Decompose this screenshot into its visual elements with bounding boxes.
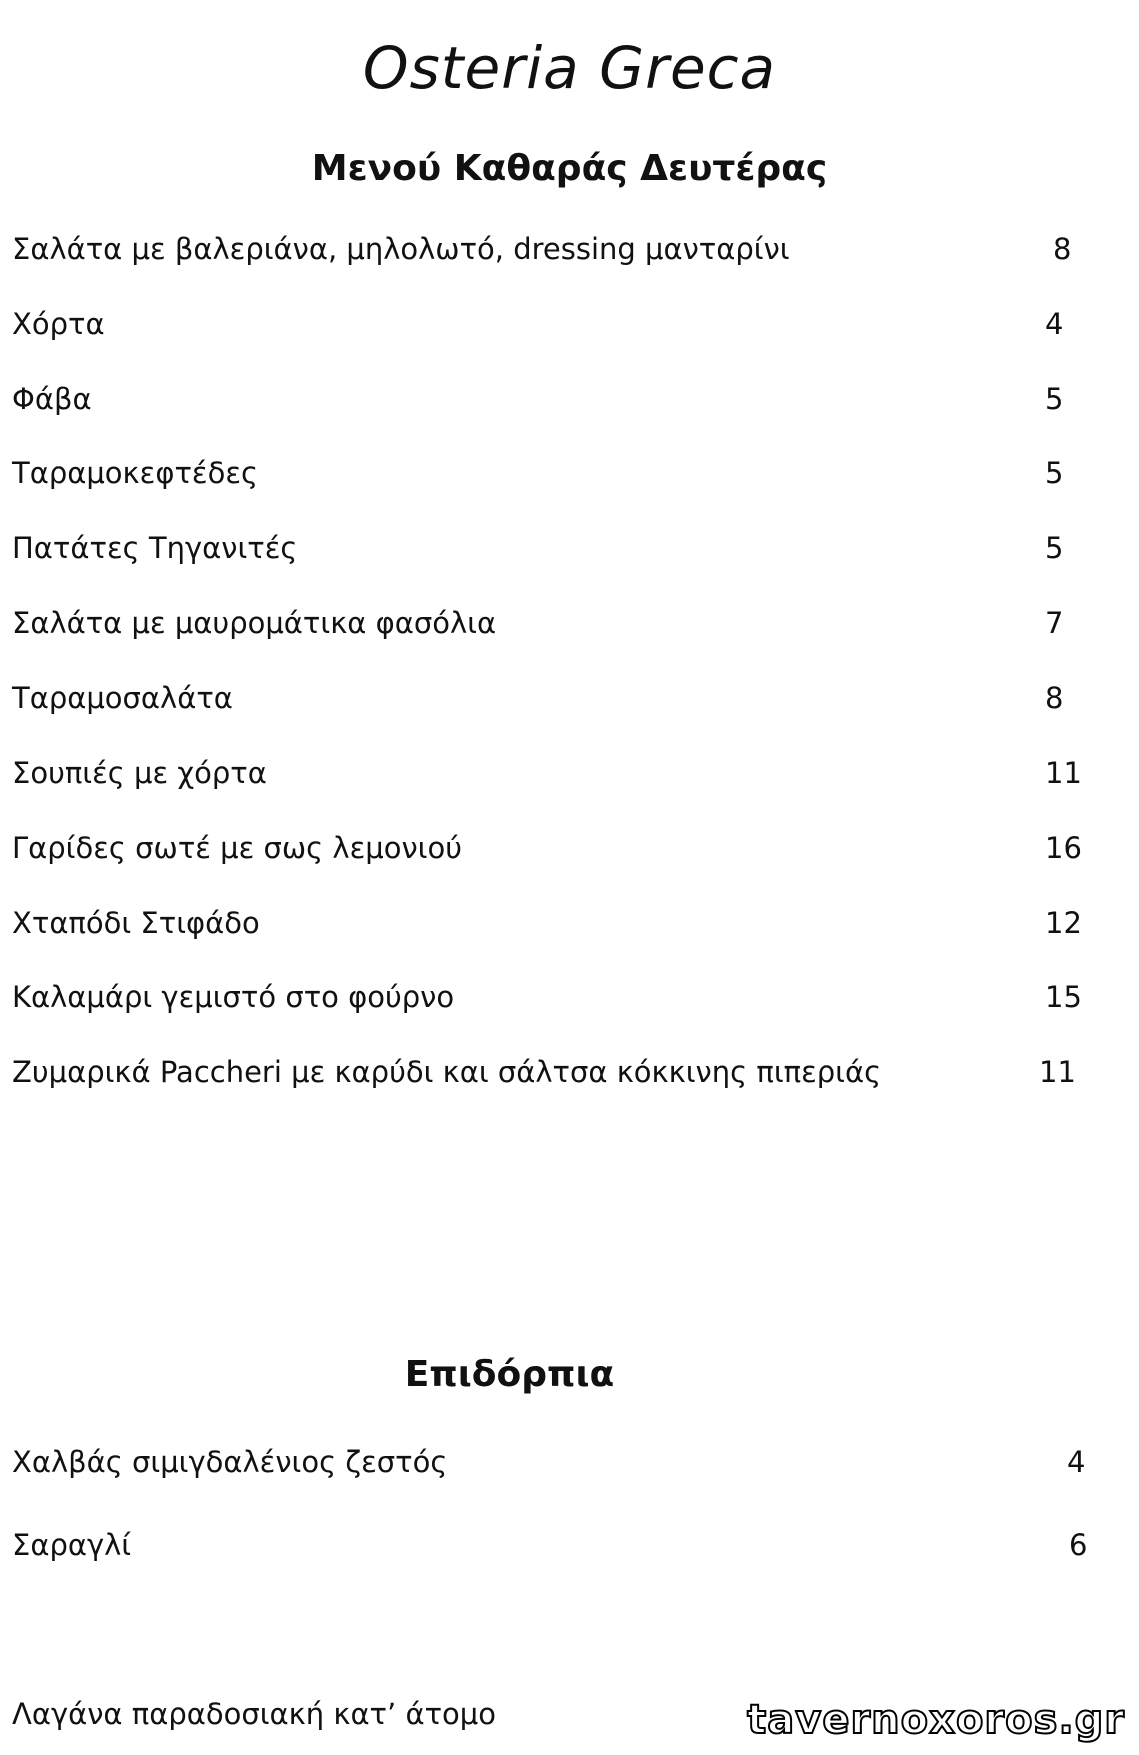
desserts-title: Επιδόρπια [404, 1354, 615, 1395]
menu-item-name: Ζυμαρικά Paccheri με καρύδι και σάλτσα κόκκινης πιπεριάς [12, 1055, 882, 1089]
extra-item-name: Λαγάνα παραδοσιακή κατ’ άτομο [12, 1697, 496, 1731]
menu-item-name: Σουπιές με χόρτα [12, 756, 267, 790]
menu-item-price: 11 [1039, 1055, 1076, 1089]
menu-item [12, 382, 1122, 422]
menu-item-price: 5 [1045, 382, 1064, 416]
watermark-text: tavernoxoros.gr [747, 1697, 1125, 1743]
menu-item [12, 906, 1122, 946]
main-menu-title: Μενού Καθαράς Δευτέρας [311, 148, 828, 189]
menu-item [12, 307, 1122, 347]
dessert-item-price: 4 [1067, 1445, 1086, 1479]
menu-item-name: Καλαμάρι γεμιστό στο φούρνο [12, 980, 455, 1014]
menu-item [12, 756, 1122, 796]
menu-item-price: 5 [1045, 531, 1064, 565]
menu-item-price: 12 [1045, 906, 1082, 940]
dessert-item-name: Χαλβάς σιμιγδαλένιος ζεστός [12, 1445, 448, 1479]
dessert-item-name: Σαραγλί [12, 1528, 132, 1562]
menu-item-price: 4 [1045, 307, 1064, 341]
menu-item-price: 11 [1045, 756, 1082, 790]
menu-item [12, 456, 1122, 496]
dessert-item [12, 1445, 1122, 1485]
menu-item-price: 8 [1053, 232, 1072, 266]
menu-item-name: Χταπόδι Στιφάδο [12, 906, 260, 940]
menu-item-name: Σαλάτα με βαλεριάνα, μηλολωτό, dressing μανταρίνι [12, 232, 790, 266]
dessert-item-price: 6 [1069, 1528, 1088, 1562]
menu-item-price: 5 [1045, 456, 1064, 490]
menu-item-price: 7 [1045, 606, 1064, 640]
menu-item-name: Σαλάτα με μαυρομάτικα φασόλια [12, 606, 497, 640]
menu-item-price: 16 [1045, 831, 1082, 865]
menu-item [12, 831, 1122, 871]
menu-item [12, 531, 1122, 571]
menu-item-name: Χόρτα [12, 307, 105, 341]
menu-item-name: Ταραμοκεφτέδες [12, 456, 259, 490]
menu-item-name: Ταραμοσαλάτα [12, 681, 233, 715]
restaurant-name: Osteria Greca [362, 34, 777, 102]
menu-item-price: 15 [1045, 980, 1082, 1014]
menu-item-name: Γαρίδες σωτέ με σως λεμονιού [12, 831, 462, 865]
menu-item [12, 681, 1122, 721]
menu-item-name: Πατάτες Τηγανιτές [12, 531, 298, 565]
dessert-item [12, 1528, 1122, 1568]
menu-item [12, 1055, 1122, 1095]
menu-item [12, 606, 1122, 646]
menu-item [12, 232, 1122, 272]
menu-item-name: Φάβα [12, 382, 92, 416]
menu-item [12, 980, 1122, 1020]
menu-item-price: 8 [1045, 681, 1064, 715]
